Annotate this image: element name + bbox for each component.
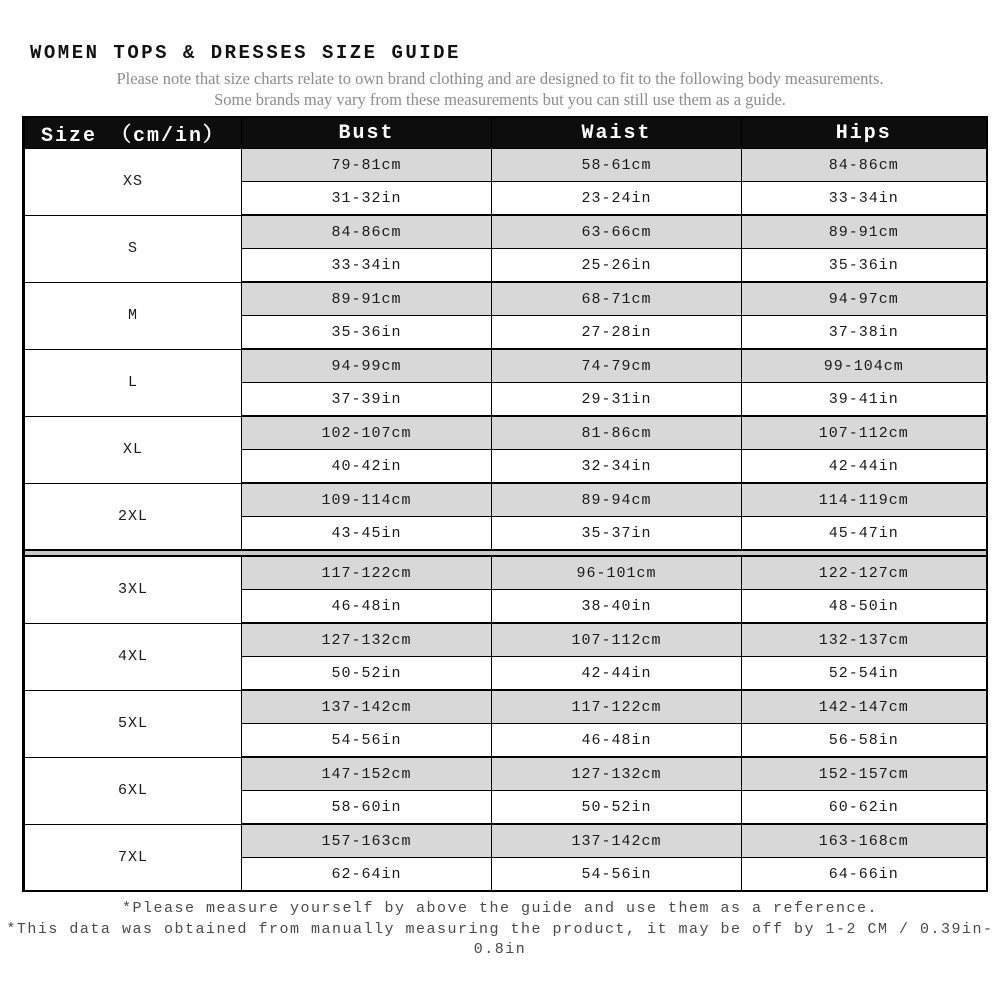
size-row-cm — [24, 282, 987, 316]
subtitle-line-2: Some brands may vary from these measurements but you can still use them as a guide. — [214, 90, 786, 109]
measurement-in-cell: 27-28in — [492, 316, 742, 350]
size-label: 2XL — [24, 483, 242, 550]
size-table-body — [24, 149, 987, 892]
measurement-cm-cell: 122-127cm — [742, 556, 987, 590]
measurement-cm-cell: 127-132cm — [242, 623, 492, 657]
size-label: 7XL — [24, 824, 242, 891]
measurement-cm-cell: 107-112cm — [742, 416, 987, 450]
measurement-in-cell: 35-36in — [742, 249, 987, 283]
size-label: 5XL — [24, 690, 242, 757]
size-row-cm — [24, 824, 987, 858]
size-row-cm — [24, 149, 987, 182]
measurement-in-cell: 35-37in — [492, 517, 742, 551]
measurement-cm-cell: 102-107cm — [242, 416, 492, 450]
measurement-in-cell: 25-26in — [492, 249, 742, 283]
size-label: M — [24, 282, 242, 349]
measurement-in-cell: 38-40in — [492, 590, 742, 624]
table-header-row — [24, 117, 987, 149]
size-label: XL — [24, 416, 242, 483]
note-tolerance: *This data was obtained from manually measuring the product, it may be off by 1-2 CM / 0.39in-0.8in — [6, 920, 994, 958]
size-label: 4XL — [24, 623, 242, 690]
measurement-cm-cell: 58-61cm — [492, 149, 742, 182]
header-hips: Hips — [742, 117, 987, 149]
measurement-cm-cell: 79-81cm — [242, 149, 492, 182]
footer-notes — [0, 899, 1000, 961]
measurement-cm-cell: 81-86cm — [492, 416, 742, 450]
measurement-in-cell: 50-52in — [492, 791, 742, 825]
measurement-in-cell: 52-54in — [742, 657, 987, 691]
size-row-cm — [24, 556, 987, 590]
measurement-in-cell: 33-34in — [742, 182, 987, 216]
measurement-cm-cell: 163-168cm — [742, 824, 987, 858]
measurement-cm-cell: 107-112cm — [492, 623, 742, 657]
measurement-in-cell: 35-36in — [242, 316, 492, 350]
measurement-in-cell: 45-47in — [742, 517, 987, 551]
header-size: Size （cm/in） — [24, 117, 242, 149]
measurement-in-cell: 46-48in — [492, 724, 742, 758]
measurement-in-cell: 42-44in — [742, 450, 987, 484]
measurement-in-cell: 48-50in — [742, 590, 987, 624]
measurement-in-cell: 40-42in — [242, 450, 492, 484]
measurement-in-cell: 42-44in — [492, 657, 742, 691]
measurement-cm-cell: 63-66cm — [492, 215, 742, 249]
measurement-in-cell: 33-34in — [242, 249, 492, 283]
measurement-cm-cell: 84-86cm — [242, 215, 492, 249]
measurement-cm-cell: 117-122cm — [242, 556, 492, 590]
measurement-in-cell: 50-52in — [242, 657, 492, 691]
measurement-in-cell: 54-56in — [492, 858, 742, 892]
measurement-cm-cell: 127-132cm — [492, 757, 742, 791]
measurement-in-cell: 31-32in — [242, 182, 492, 216]
measurement-in-cell: 29-31in — [492, 383, 742, 417]
measurement-in-cell: 54-56in — [242, 724, 492, 758]
measurement-in-cell: 60-62in — [742, 791, 987, 825]
size-row-cm — [24, 623, 987, 657]
measurement-cm-cell: 142-147cm — [742, 690, 987, 724]
measurement-in-cell: 56-58in — [742, 724, 987, 758]
measurement-cm-cell: 152-157cm — [742, 757, 987, 791]
measurement-cm-cell: 96-101cm — [492, 556, 742, 590]
size-row-cm — [24, 483, 987, 517]
measurement-cm-cell: 99-104cm — [742, 349, 987, 383]
measurement-cm-cell: 89-91cm — [742, 215, 987, 249]
measurement-in-cell: 37-39in — [242, 383, 492, 417]
measurement-cm-cell: 147-152cm — [242, 757, 492, 791]
measurement-cm-cell: 132-137cm — [742, 623, 987, 657]
subtitle — [0, 68, 1000, 110]
size-row-cm — [24, 416, 987, 450]
size-label: 6XL — [24, 757, 242, 824]
measurement-in-cell: 62-64in — [242, 858, 492, 892]
measurement-cm-cell: 109-114cm — [242, 483, 492, 517]
measurement-cm-cell: 137-142cm — [492, 824, 742, 858]
size-row-cm — [24, 757, 987, 791]
measurement-cm-cell: 94-97cm — [742, 282, 987, 316]
size-chart-table — [22, 116, 988, 892]
measurement-cm-cell: 137-142cm — [242, 690, 492, 724]
header-bust: Bust — [242, 117, 492, 149]
measurement-cm-cell: 117-122cm — [492, 690, 742, 724]
measurement-cm-cell: 74-79cm — [492, 349, 742, 383]
measurement-in-cell: 64-66in — [742, 858, 987, 892]
page-title: WOMEN TOPS & DRESSES SIZE GUIDE — [30, 42, 461, 64]
size-label: L — [24, 349, 242, 416]
header-waist: Waist — [492, 117, 742, 149]
measurement-cm-cell: 157-163cm — [242, 824, 492, 858]
measurement-in-cell: 32-34in — [492, 450, 742, 484]
size-label: 3XL — [24, 556, 242, 623]
measurement-cm-cell: 89-94cm — [492, 483, 742, 517]
size-row-cm — [24, 349, 987, 383]
measurement-cm-cell: 68-71cm — [492, 282, 742, 316]
measurement-cm-cell: 94-99cm — [242, 349, 492, 383]
size-row-cm — [24, 690, 987, 724]
measurement-cm-cell: 84-86cm — [742, 149, 987, 182]
subtitle-line-1: Please note that size charts relate to own brand clothing and are designed to fit to the following body measurements. — [116, 69, 884, 88]
measurement-in-cell: 46-48in — [242, 590, 492, 624]
measurement-cm-cell: 89-91cm — [242, 282, 492, 316]
measurement-in-cell: 23-24in — [492, 182, 742, 216]
note-reference: *Please measure yourself by above the guide and use them as a reference. — [121, 900, 879, 917]
measurement-in-cell: 39-41in — [742, 383, 987, 417]
size-label: S — [24, 215, 242, 282]
measurement-in-cell: 37-38in — [742, 316, 987, 350]
size-row-cm — [24, 215, 987, 249]
measurement-cm-cell: 114-119cm — [742, 483, 987, 517]
measurement-in-cell: 58-60in — [242, 791, 492, 825]
size-label: XS — [24, 149, 242, 216]
measurement-in-cell: 43-45in — [242, 517, 492, 551]
